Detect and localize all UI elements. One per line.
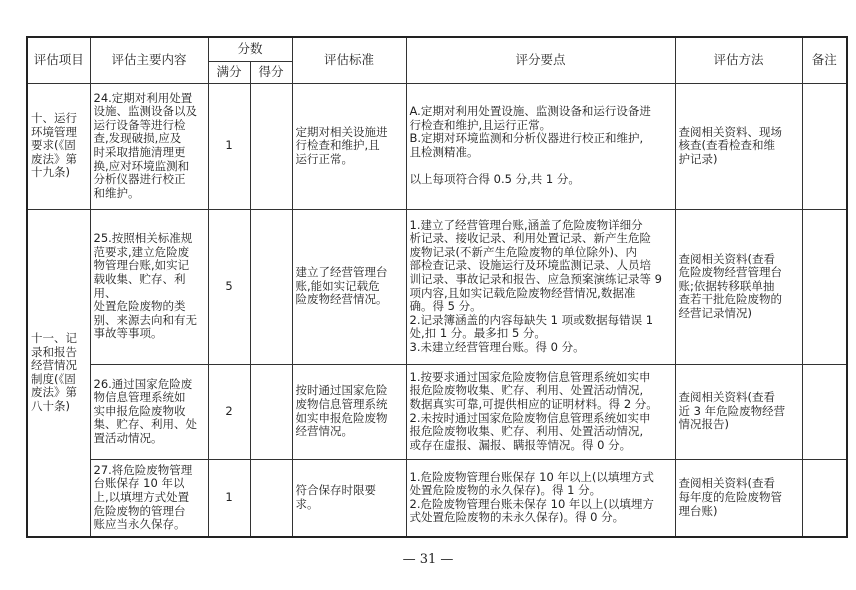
full-score-cell: 1 [208, 459, 250, 537]
method-cell: 查阅相关资料(查看 每年度的危险废物管 理台账) [675, 459, 802, 537]
content-cell: 27.将危险废物管理 台账保存 10 年以 上,以填埋方式处置 危险废物的管理台 账应当永久保存。 [90, 459, 208, 537]
got-score-cell [250, 459, 292, 537]
full-score-cell: 1 [208, 83, 250, 209]
standard-cell: 符合保存时限要 求。 [292, 459, 406, 537]
remark-cell [802, 459, 847, 537]
table-row [27, 83, 847, 209]
points-cell: 1.按要求通过国家危险废物信息管理系统如实申 报危险废物收集、贮存、利用、处置活动情况, 数据真实可靠,可提供相应的证明材料。得 2 分。 2.未按时通过国家危险废物信息管理系统如实申 报危险废物收集、贮存、利用、处置活动情况, 或存在虚报、漏报、瞒报等情况。得 0 分。 [406, 364, 675, 459]
standard-cell: 按时通过国家危险 废物信息管理系统 如实申报危险废物 经营情况。 [292, 364, 406, 459]
header-remark: 备注 [802, 37, 847, 83]
method-cell: 查阅相关资料、现场 核查(查看检查和维 护记录) [675, 83, 802, 209]
points-cell: 1.危险废物管理台账保存 10 年以上(以填埋方式 处置危险废物的永久保存)。得 1 分。 2.危险废物管理台账未保存 10 年以上(以填埋方 式处置危险废物的未永久保存)。得 0 分。 [406, 459, 675, 537]
full-score-cell: 2 [208, 364, 250, 459]
got-score-cell [250, 364, 292, 459]
item-cell: 十、运行 环境管理 要求(《固 废法》第 十九条) [27, 83, 90, 209]
table-row [27, 364, 847, 459]
standard-cell: 建立了经营管理台 账,能如实记载危 险废物经营情况。 [292, 209, 406, 364]
method-cell: 查阅相关资料(查看 近 3 年危险废物经营 情况报告) [675, 364, 802, 459]
header-item: 评估项目 [27, 37, 90, 83]
table-row [27, 209, 847, 364]
table-row [27, 459, 847, 537]
header-got-score: 得分 [250, 61, 292, 83]
full-score-cell: 5 [208, 209, 250, 364]
content-cell: 25.按照相关标准规 范要求,建立危险废 物管理台账,如实记 载收集、贮存、利用、 处置危险废物的类 别、来源去向和有无 事故等事项。 [90, 209, 208, 364]
remark-cell [802, 364, 847, 459]
header-standard: 评估标准 [292, 37, 406, 83]
content-cell: 24.定期对利用处置 设施、监测设备以及 运行设备等进行检 查,发现破损,应及 时采取措施清理更 换,应对环境监测和 分析仪器进行校正 和维护。 [90, 83, 208, 209]
got-score-cell [250, 209, 292, 364]
header-content: 评估主要内容 [90, 37, 208, 83]
standard-cell: 定期对相关设施进 行检查和维护,且 运行正常。 [292, 83, 406, 209]
method-cell: 查阅相关资料(查看 危险废物经营管理台 账;依据转移联单抽 查若干批危险废物的 经营记录情况) [675, 209, 802, 364]
points-cell: A.定期对利用处置设施、监测设备和运行设备进 行检查和维护,且运行正常。 B.定期对环境监测和分析仪器进行校正和维护, 且检测精准。 以上每项符合得 0.5 分,共 1 分。 [406, 83, 675, 209]
got-score-cell [250, 83, 292, 209]
page-number: — 31 — [402, 552, 454, 567]
header-method: 评估方法 [675, 37, 802, 83]
header-points: 评分要点 [406, 37, 675, 83]
content-cell: 26.通过国家危险废 物信息管理系统如 实申报危险废物收 集、贮存、利用、处 置活动情况。 [90, 364, 208, 459]
evaluation-table [26, 36, 848, 538]
remark-cell [802, 209, 847, 364]
header-score: 分数 [208, 37, 292, 61]
item-cell: 十一、记 录和报告 经营情况 制度(《固 废法》第 八十条) [27, 209, 90, 537]
header-full-score: 满分 [208, 61, 250, 83]
points-cell: 1.建立了经营管理台账,涵盖了危险废物详细分 析记录、接收记录、利用处置记录、新产生危险 废物记录(不新产生危险废物的单位除外)、内 部检查记录、设施运行及环境监测记录、人员培 训记录、事故记录和报告、应急预案演练记录等 9 项内容,且如实记载危险废物经营情况,数据准 确。得 5 分。 2.记录簿涵盖的内容每缺失 1 项或数据每错误 1 处,扣 1 分。最多扣 5 分。 3.未建立经营管理台账。得 0 分。 [406, 209, 675, 364]
remark-cell [802, 83, 847, 209]
